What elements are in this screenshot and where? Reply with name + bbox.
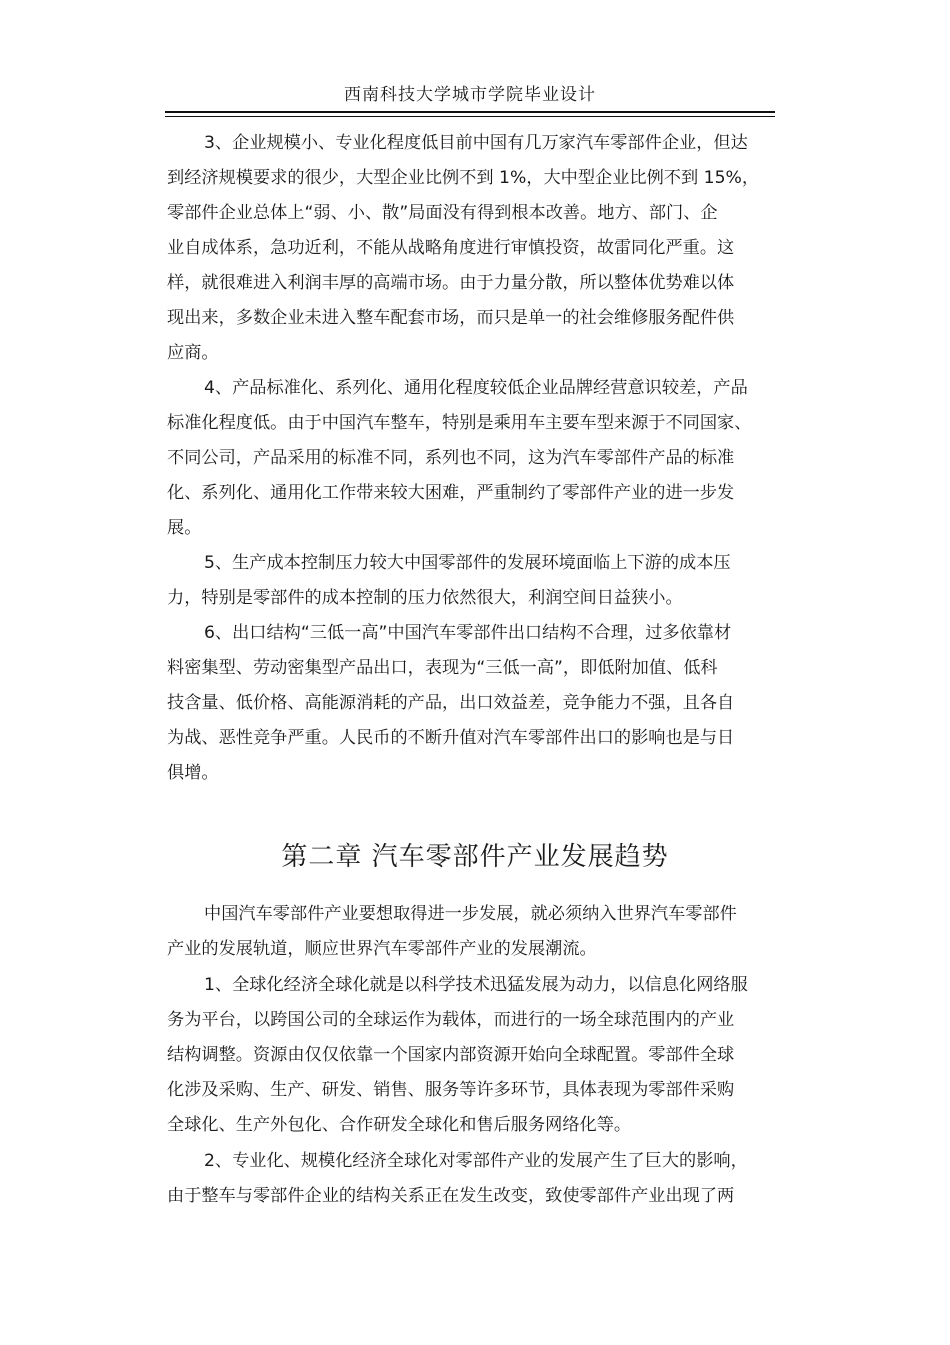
text-line: 技含量、低价格、高能源消耗的产品，出口效益差，竞争能力不强，且各自 bbox=[167, 693, 735, 713]
page-header: 西南科技大学城市学院毕业设计 bbox=[344, 85, 596, 105]
text-line: 力，特别是零部件的成本控制的压力依然很大，利润空间日益狭小。 bbox=[167, 588, 683, 608]
text-line: 化、系列化、通用化工作带来较大困难，严重制约了零部件产业的进一步发 bbox=[167, 483, 735, 503]
text-line: 料密集型、劳动密集型产品出口，表现为“三低一高”，即低附加值、低科 bbox=[167, 658, 718, 678]
text-line: 6、出口结构“三低一高”中国汽车零部件出口结构不合理，过多依靠材 bbox=[204, 623, 732, 643]
text-line: 零部件企业总体上“弱、小、散”局面没有得到根本改善。地方、部门、企 bbox=[167, 203, 718, 223]
text-line: 全球化、生产外包化、合作研发全球化和售后服务网络化等。 bbox=[167, 1115, 632, 1135]
text-line: 到经济规模要求的很少，大型企业比例不到 1%，大中型企业比例不到 15%， bbox=[167, 168, 760, 188]
text-line: 3、企业规模小、专业化程度低目前中国有几万家汽车零部件企业，但达 bbox=[204, 133, 748, 153]
text-line: 为战、恶性竞争严重。人民币的不断升值对汽车零部件出口的影响也是与日 bbox=[167, 728, 735, 748]
text-line: 1、全球化经济全球化就是以科学技术迅猛发展为动力，以信息化网络服 bbox=[204, 975, 748, 995]
text-line: 现出来，多数企业未进入整车配套市场，而只是单一的社会维修服务配件供 bbox=[167, 308, 735, 328]
chapter-title: 第二章 汽车零部件产业发展趋势 bbox=[281, 842, 669, 872]
text-line: 结构调整。资源由仅仅依靠一个国家内部资源开始向全球配置。零部件全球 bbox=[167, 1045, 735, 1065]
text-line: 应商。 bbox=[167, 343, 219, 363]
text-line: 不同公司，产品采用的标准不同，系列也不同，这为汽车零部件产品的标准 bbox=[167, 448, 735, 468]
text-line: 化涉及采购、生产、研发、销售、服务等许多环节，具体表现为零部件采购 bbox=[167, 1080, 735, 1100]
text-line: 产业的发展轨道，顺应世界汽车零部件产业的发展潮流。 bbox=[167, 939, 597, 959]
text-line: 俱增。 bbox=[167, 763, 219, 783]
header-rule bbox=[165, 111, 775, 113]
text-line: 5、生产成本控制压力较大中国零部件的发展环境面临上下游的成本压 bbox=[204, 553, 731, 573]
text-line: 展。 bbox=[167, 518, 202, 538]
text-line: 务为平台，以跨国公司的全球运作为载体，而进行的一场全球范围内的产业 bbox=[167, 1010, 735, 1030]
header-rule-thin bbox=[165, 116, 775, 117]
text-line: 样，就很难进入利润丰厚的高端市场。由于力量分散，所以整体优势难以体 bbox=[167, 273, 735, 293]
text-line: 4、产品标准化、系列化、通用化程度较低企业品牌经营意识较差，产品 bbox=[204, 378, 748, 398]
text-line: 2、专业化、规模化经济全球化对零部件产业的发展产生了巨大的影响， bbox=[204, 1151, 748, 1171]
text-line: 中国汽车零部件产业要想取得进一步发展，就必须纳入世界汽车零部件 bbox=[204, 904, 737, 924]
text-line: 标准化程度低。由于中国汽车整车，特别是乘用车主要车型来源于不同国家、 bbox=[167, 413, 752, 433]
text-line: 由于整车与零部件企业的结构关系正在发生改变，致使零部件产业出现了两 bbox=[167, 1186, 735, 1206]
text-line: 业自成体系，急功近利，不能从战略角度进行审慎投资，故雷同化严重。这 bbox=[167, 238, 735, 258]
